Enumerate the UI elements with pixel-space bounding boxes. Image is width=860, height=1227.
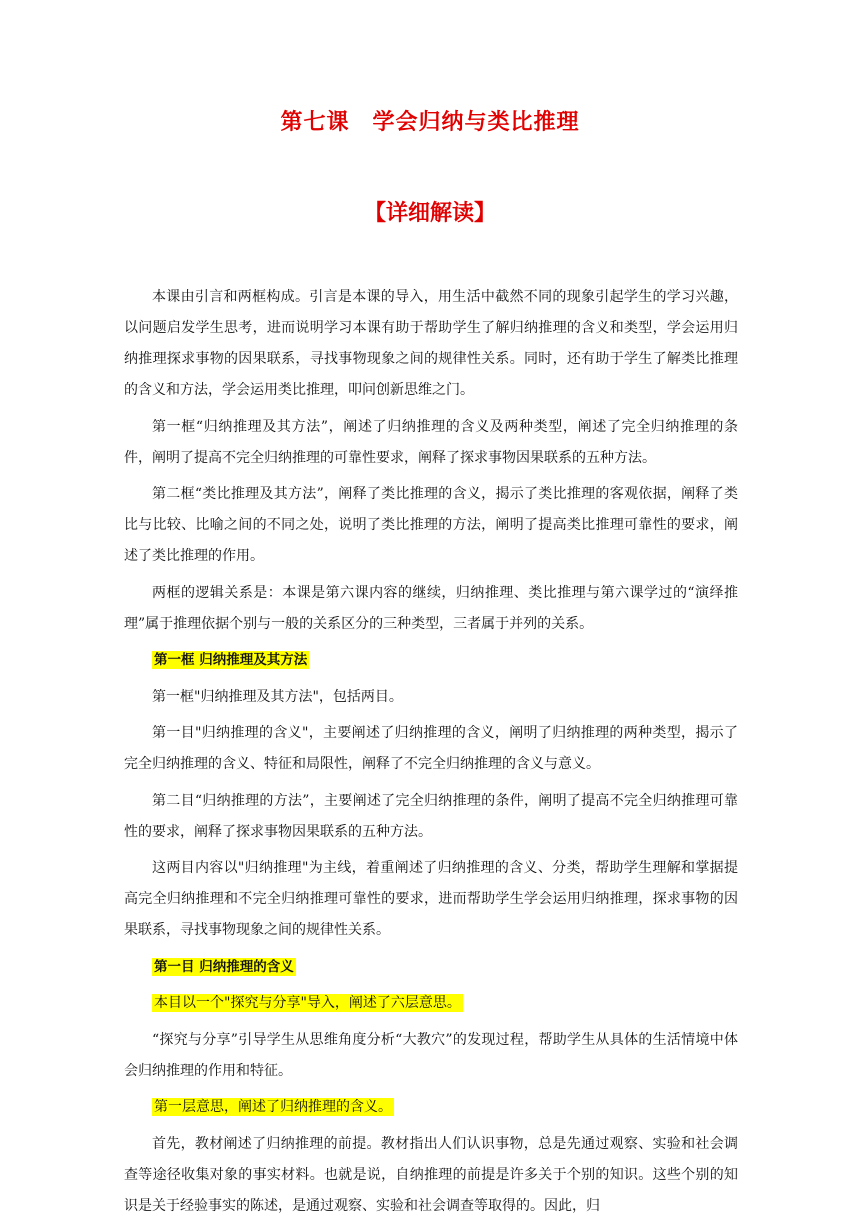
- paragraph-text: 第二目“归纳推理的方法”，主要阐述了完全归纳推理的条件，阐明了提高不完全归纳推理可靠性的要求，阐释了探求事物因果联系的五种方法。: [124, 792, 738, 840]
- highlighted-text: 第一层意思，阐述了归纳推理的含义。: [154, 1099, 392, 1115]
- document-body: [124, 282, 738, 1227]
- paragraph-2: [124, 412, 738, 474]
- paragraph-text: 两框的逻辑关系是：本课是第六课内容的继续，归纳推理、类比推理与第六课学过的“演绎推理”属于推理依据个别与一般的关系区分的三种类型，三者属于并列的关系。: [124, 584, 738, 632]
- paragraph-1: [124, 282, 738, 406]
- paragraph-text: 首先，教材阐述了归纳推理的前提。教材指出人们认识事物，总是先通过观察、实验和社会调查等途径收集对象的事实材料。也就是说，自纳推理的前提是许多关于个别的知识。这些个别的知识是关于经验事实的陈述，是通过观察、实验和社会调查等取得的。因此，归: [124, 1135, 738, 1214]
- paragraph-9: [124, 853, 738, 946]
- paragraph-text: 本课由引言和两框构成。引言是本课的导入，用生活中截然不同的现象引起学生的学习兴趣，以问题启发学生思考，进而说明学习本课有助于帮助学生了解归纳推理的含义和类型，学会运用归纳推理探求事物的因果联系，寻找事物现象之间的规律性关系。同时，还有助于学生了解类比推理的含义和方法，学会运用类比推理，叩问创新思维之门。: [124, 289, 738, 398]
- highlighted-text: 本目以一个"探究与分享"导入，阐述了六层意思。: [154, 995, 461, 1011]
- paragraph-6: [124, 682, 738, 713]
- paragraph-7: [124, 718, 738, 780]
- highlighted-point-1: [124, 1092, 738, 1123]
- paragraph-text: “探究与分享”引导学生从思维角度分析“大教穴”的发现过程，帮助学生从具体的生活情境中体会归纳推理的作用和特征。: [124, 1031, 738, 1079]
- section-heading-frame-1: [124, 645, 738, 676]
- section-heading-item-1: [124, 952, 738, 983]
- highlighted-heading: 第一目 归纳推理的含义: [154, 958, 294, 975]
- page-title: 第七课 学会归纳与类比推理: [280, 110, 580, 135]
- paragraph-3: [124, 479, 738, 572]
- highlighted-intro: [124, 988, 738, 1019]
- paragraph-text: 这两目内容以"归纳推理"为主线，着重阐述了归纳推理的含义、分类，帮助学生理解和掌据提高完全归纳推理和不完全归纳推理可靠性的要求，进而帮助学生学会运用归纳推理，探求事物的因果联系，寻找事物现象之间的规律性关系。: [124, 860, 738, 938]
- paragraph-text: 第二框“类比推理及其方法”，阐释了类比推理的含义，揭示了类比推理的客观依据，阐释了类比与比较、比喻之间的不同之处，说明了类比推理的方法，阐明了提高类比推理可靠性的要求，阐述了类比推理的作用。: [124, 486, 738, 564]
- highlighted-heading: 第一框 归纳推理及其方法: [154, 652, 308, 668]
- paragraph-14: [124, 1129, 738, 1222]
- section-subtitle: 【详细解读】: [363, 201, 496, 226]
- paragraph-text: 第一框"归纳推理及其方法"，包括两目。: [152, 688, 403, 705]
- paragraph-text: 第一框“归纳推理及其方法”，阐述了归纳推理的含义及两种类型，阐述了完全归纳推理的条件，阐明了提高不完全归纳推理的可靠性要求，阐释了探求事物因果联系的五种方法。: [124, 418, 738, 466]
- paragraph-8: [124, 786, 738, 848]
- paragraph-text: 第一目"归纳推理的含义"，主要阐述了归纳推理的含义，阐明了归纳推理的两种类型，揭示了完全归纳推理的含义、特征和局限性，阐释了不完全归纳推理的含义与意义。: [124, 725, 738, 772]
- paragraph-12: [124, 1025, 738, 1087]
- paragraph-4: [124, 578, 738, 640]
